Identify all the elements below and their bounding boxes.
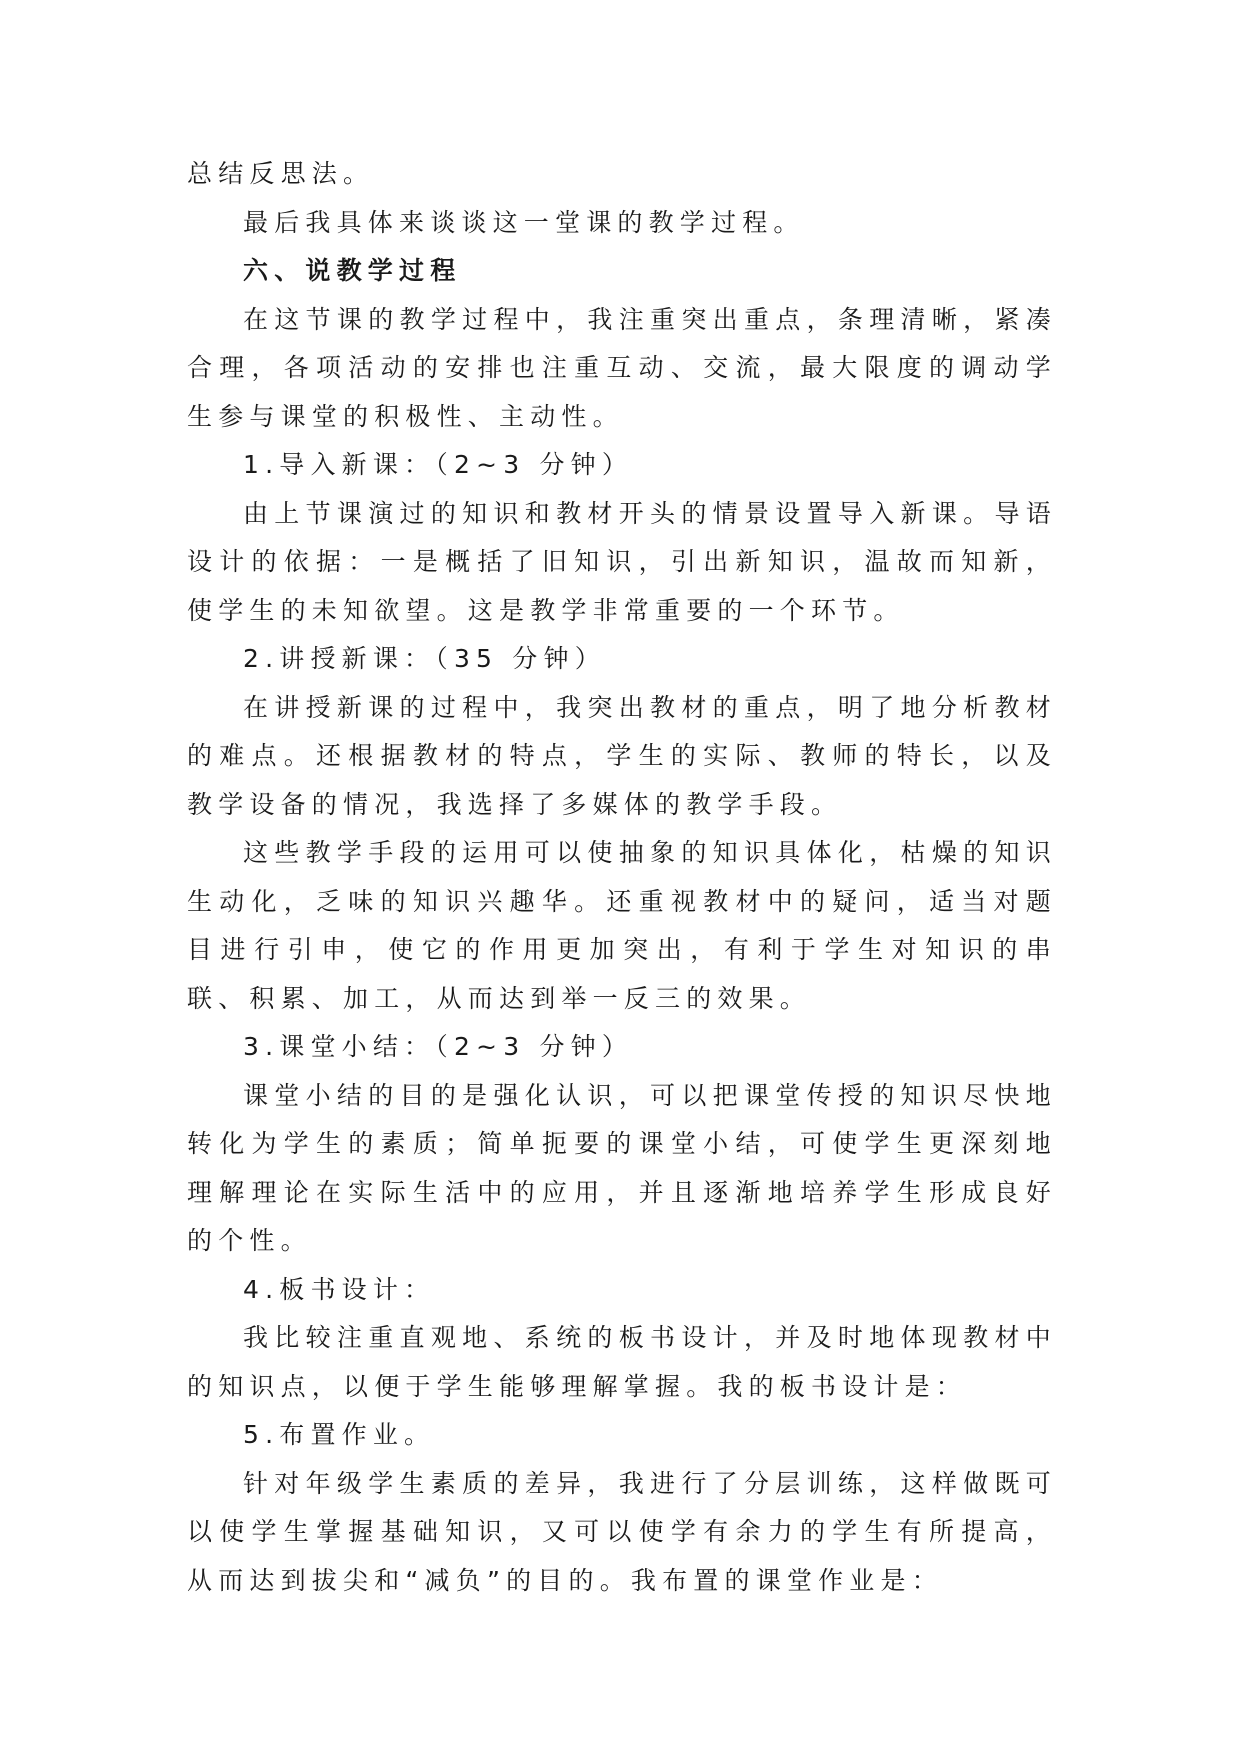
paragraph-step-1: 由上节课演过的知识和教材开头的情景设置导入新课。导语设计的依据：一是概括了旧知识，引出新知识，温故而知新，使学生的未知欲望。这是教学非常重要的一个环节。 (187, 498, 1057, 625)
paragraph-step-3: 课堂小结的目的是强化认识，可以把课堂传授的知识尽快地转化为学生的素质；简单扼要的课堂小结，可使学生更深刻地理解理论在实际生活中的应用，并且逐渐地培养学生形成良好的个性。 (187, 1080, 1057, 1255)
paragraph-step-5: 针对年级学生素质的差异，我进行了分层训练，这样做既可以使学生掌握基础知识，又可以使学有余力的学生有所提高，从而达到拔尖和“减负”的目的。我布置的课堂作业是： (187, 1468, 1057, 1595)
section-heading: 六、说教学过程 (243, 256, 462, 285)
paragraph-step-2b: 这些教学手段的运用可以使抽象的知识具体化，枯燥的知识生动化，乏味的知识兴趣华。还重视教材中的疑问，适当对题目进行引申，使它的作用更加突出，有利于学生对知识的串联、积累、加工，从而达到举一反三的效果。 (187, 838, 1057, 1013)
step-heading-1: 1.导入新课：（2~3 分钟） (243, 450, 634, 479)
paragraph-continuation: 总结反思法。 (187, 159, 375, 188)
paragraph-intro: 在这节课的教学过程中，我注重突出重点，条理清晰，紧凑合理，各项活动的安排也注重互动、交流，最大限度的调动学生参与课堂的积极性、主动性。 (187, 304, 1057, 431)
step-heading-3: 3.课堂小结：（2~3 分钟） (243, 1032, 634, 1061)
paragraph-step-2a: 在讲授新课的过程中，我突出教材的重点，明了地分析教材的难点。还根据教材的特点，学生的实际、教师的特长，以及教学设备的情况，我选择了多媒体的教学手段。 (187, 692, 1057, 819)
step-heading-2: 2.讲授新课：（35 分钟） (243, 644, 606, 673)
paragraph-transition: 最后我具体来谈谈这一堂课的教学过程。 (243, 207, 805, 237)
document-body (187, 150, 1057, 1605)
step-heading-5: 5.布置作业。 (243, 1420, 436, 1449)
paragraph-step-4: 我比较注重直观地、系统的板书设计，并及时地体现教材中的知识点，以便于学生能够理解掌握。我的板书设计是： (187, 1323, 1057, 1401)
step-heading-4: 4.板书设计： (243, 1274, 436, 1304)
